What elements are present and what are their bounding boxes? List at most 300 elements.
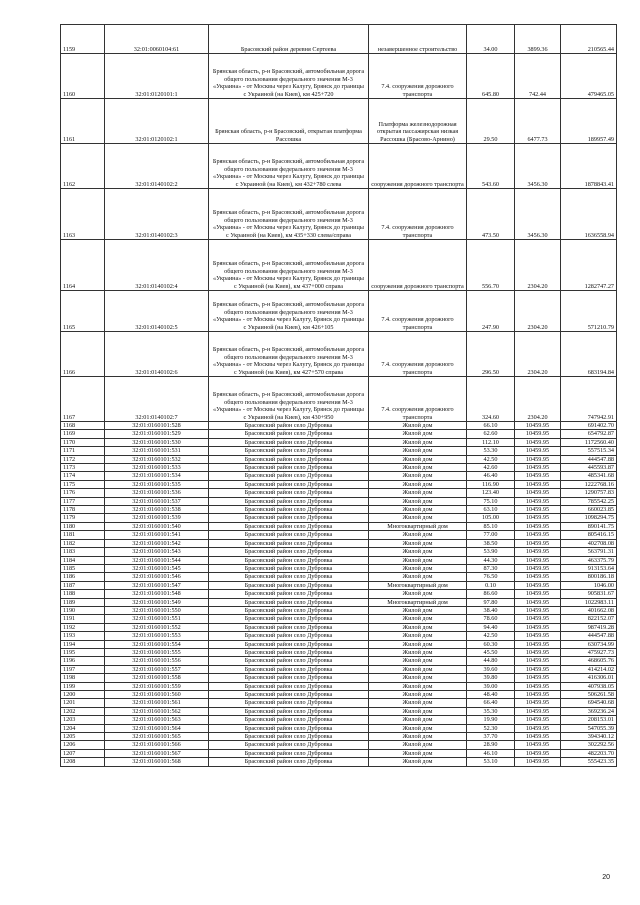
row-number-cell: 1162 (61, 144, 105, 189)
row-number-cell: 1198 (61, 674, 105, 682)
cadastral-number-cell: 32:01:0160101:534 (105, 472, 209, 480)
row-number-cell: 1161 (61, 99, 105, 144)
area-cell: 42.50 (467, 632, 515, 640)
row-number-cell: 1205 (61, 733, 105, 741)
address-cell: Брасовский район село Дубровка (209, 472, 369, 480)
cadastral-number-cell: 32:01:0120101:1 (105, 54, 209, 99)
cadastral-number-cell: 32:01:0160101:542 (105, 539, 209, 547)
address-cell: Брасовский район село Дубровка (209, 497, 369, 505)
cadastral-value-cell: 414214.02 (561, 665, 617, 673)
object-type-cell: Жилой дом (369, 615, 467, 623)
rate-cell: 10459.95 (515, 707, 561, 715)
address-cell: Брасовский район село Дубровка (209, 522, 369, 530)
address-cell: Брасовский район село Дубровка (209, 632, 369, 640)
rate-cell: 10459.95 (515, 573, 561, 581)
row-number-cell: 1188 (61, 590, 105, 598)
cadastral-value-cell: 683194.84 (561, 332, 617, 377)
rate-cell: 10459.95 (515, 758, 561, 766)
object-type-cell: Жилой дом (369, 682, 467, 690)
object-type-cell: 7.4. сооружения дорожного транспорта (369, 189, 467, 240)
area-cell: 77.00 (467, 531, 515, 539)
table-row (61, 332, 617, 377)
rate-cell: 10459.95 (515, 556, 561, 564)
row-number-cell: 1208 (61, 758, 105, 766)
table-row (61, 590, 617, 598)
row-number-cell: 1184 (61, 556, 105, 564)
table-row (61, 438, 617, 446)
cadastral-number-cell: 32:01:0160101:568 (105, 758, 209, 766)
object-type-cell: Жилой дом (369, 497, 467, 505)
table-row (61, 657, 617, 665)
area-cell: 44.30 (467, 556, 515, 564)
cadastral-value-cell: 475927.73 (561, 648, 617, 656)
table-row (61, 581, 617, 589)
area-cell: 63.10 (467, 506, 515, 514)
row-number-cell: 1196 (61, 657, 105, 665)
cadastral-value-cell: 1290757.83 (561, 489, 617, 497)
row-number-cell: 1175 (61, 480, 105, 488)
object-type-cell: Жилой дом (369, 564, 467, 572)
cadastral-number-cell: 32:01:0160101:567 (105, 749, 209, 757)
row-number-cell: 1190 (61, 606, 105, 614)
address-cell: Брянская область, р-н Брасовский, автомобильная дорога общего пользования федерального значения М-3 «Украина» - от Москвы через Калугу, Брянск до границы с Украиной (на Киев), км 426+105 (209, 291, 369, 332)
row-number-cell: 1192 (61, 623, 105, 631)
cadastral-number-cell: 32:01:0160101:536 (105, 489, 209, 497)
rate-cell: 3456.30 (515, 189, 561, 240)
cadastral-number-cell: 32:01:0160101:546 (105, 573, 209, 581)
table-row (61, 682, 617, 690)
area-cell: 97.80 (467, 598, 515, 606)
cadastral-number-cell: 32:01:0160101:529 (105, 430, 209, 438)
row-number-cell: 1176 (61, 489, 105, 497)
area-cell: 19.90 (467, 716, 515, 724)
area-cell: 296.50 (467, 332, 515, 377)
table-row (61, 539, 617, 547)
table-row (61, 665, 617, 673)
object-type-cell: Многоквартирный дом (369, 598, 467, 606)
cadastral-number-cell: 32:01:0160101:556 (105, 657, 209, 665)
area-cell: 38.40 (467, 606, 515, 614)
rate-cell: 10459.95 (515, 522, 561, 530)
object-type-cell: Жилой дом (369, 455, 467, 463)
cadastral-value-cell: 822152.07 (561, 615, 617, 623)
cadastral-number-cell: 32:01:0140102:7 (105, 377, 209, 422)
rate-cell: 10459.95 (515, 598, 561, 606)
object-type-cell: Жилой дом (369, 514, 467, 522)
area-cell: 45.50 (467, 648, 515, 656)
rate-cell: 3456.30 (515, 144, 561, 189)
object-type-cell: Жилой дом (369, 716, 467, 724)
object-type-cell: Жилой дом (369, 590, 467, 598)
address-cell: Брянская область, р-н Брасовский, автомобильная дорога общего пользования федерального значения М-3 «Украина» - от Москвы через Калугу, Брянск до границы с Украиной (на Киев), км 430+950 (209, 377, 369, 422)
table-row (61, 632, 617, 640)
address-cell: Брасовский район село Дубровка (209, 455, 369, 463)
table-row (61, 506, 617, 514)
area-cell: 105.00 (467, 514, 515, 522)
cadastral-number-cell: 32:01:0160101:557 (105, 665, 209, 673)
table-row (61, 733, 617, 741)
table-row (61, 489, 617, 497)
cadastral-number-cell: 32:01:0140102:4 (105, 240, 209, 291)
address-cell: Брасовский район село Дубровка (209, 758, 369, 766)
cadastral-value-cell: 444547.88 (561, 455, 617, 463)
row-number-cell: 1160 (61, 54, 105, 99)
area-cell: 75.10 (467, 497, 515, 505)
object-type-cell: 7.4. сооружения дорожного транспорта (369, 54, 467, 99)
object-type-cell: Жилой дом (369, 464, 467, 472)
cadastral-value-cell: 555423.35 (561, 758, 617, 766)
row-number-cell: 1194 (61, 640, 105, 648)
row-number-cell: 1171 (61, 447, 105, 455)
table-row (61, 480, 617, 488)
address-cell: Брасовский район село Дубровка (209, 573, 369, 581)
cadastral-number-cell: 32:01:0160101:535 (105, 480, 209, 488)
object-type-cell: Жилой дом (369, 556, 467, 564)
area-cell: 556.70 (467, 240, 515, 291)
row-number-cell: 1174 (61, 472, 105, 480)
rate-cell: 2304.20 (515, 240, 561, 291)
address-cell: Брасовский район село Дубровка (209, 489, 369, 497)
cadastral-number-cell: 32:01:0140102:6 (105, 332, 209, 377)
cadastral-number-cell: 32:01:0160101:560 (105, 691, 209, 699)
cadastral-number-cell: 32:01:0160101:555 (105, 648, 209, 656)
row-number-cell: 1207 (61, 749, 105, 757)
area-cell: 39.60 (467, 665, 515, 673)
rate-cell: 10459.95 (515, 699, 561, 707)
cadastral-value-cell: 482203.70 (561, 749, 617, 757)
address-cell: Брасовский район село Дубровка (209, 506, 369, 514)
area-cell: 66.10 (467, 422, 515, 430)
object-type-cell: Жилой дом (369, 623, 467, 631)
row-number-cell: 1179 (61, 514, 105, 522)
cadastral-value-cell: 485341.68 (561, 472, 617, 480)
table-row (61, 741, 617, 749)
object-type-cell: Платформа железнодорожная открытая пассажирская низкая Рассошка (Брасово-Арнино) (369, 99, 467, 144)
rate-cell: 10459.95 (515, 497, 561, 505)
address-cell: Брянская область, р-н Брасовский, автомобильная дорога общего пользования федерального значения М-3 «Украина» - от Москвы через Калугу, Брянск до границы с Украиной (на Киев), км 435+330 слева/справа (209, 189, 369, 240)
object-type-cell: Жилой дом (369, 531, 467, 539)
cadastral-value-cell: 563791.31 (561, 548, 617, 556)
rate-cell: 10459.95 (515, 531, 561, 539)
address-cell: Брасовский район село Дубровка (209, 606, 369, 614)
table-row (61, 548, 617, 556)
rate-cell: 10459.95 (515, 506, 561, 514)
address-cell: Брасовский район село Дубровка (209, 581, 369, 589)
cadastral-value-cell: 890141.75 (561, 522, 617, 530)
cadastral-number-cell: 32:01:0160101:531 (105, 447, 209, 455)
area-cell: 324.60 (467, 377, 515, 422)
area-cell: 29.50 (467, 99, 515, 144)
row-number-cell: 1186 (61, 573, 105, 581)
rate-cell: 10459.95 (515, 674, 561, 682)
cadastral-number-cell: 32:01:0120102:1 (105, 99, 209, 144)
row-number-cell: 1199 (61, 682, 105, 690)
table-row (61, 615, 617, 623)
address-cell: Брасовский район село Дубровка (209, 539, 369, 547)
address-cell: Брянская область, р-н Брасовский, автомобильная дорога общего пользования федерального значения М-3 «Украина» - от Москвы через Калугу, Брянск до границы с Украиной (на Киев), км 427+570 справа (209, 332, 369, 377)
property-table (60, 24, 617, 767)
object-type-cell: Жилой дом (369, 489, 467, 497)
table-row (61, 674, 617, 682)
rate-cell: 742.44 (515, 54, 561, 99)
cadastral-value-cell: 1878843.41 (561, 144, 617, 189)
cadastral-value-cell: 506261.58 (561, 691, 617, 699)
rate-cell: 10459.95 (515, 749, 561, 757)
rate-cell: 10459.95 (515, 640, 561, 648)
row-number-cell: 1180 (61, 522, 105, 530)
area-cell: 46.40 (467, 472, 515, 480)
document-sheet (60, 24, 616, 767)
cadastral-value-cell: 1172560.40 (561, 438, 617, 446)
area-cell: 78.60 (467, 615, 515, 623)
cadastral-number-cell: 32:01:0160101:551 (105, 615, 209, 623)
object-type-cell: Жилой дом (369, 573, 467, 581)
area-cell: 247.90 (467, 291, 515, 332)
object-type-cell: незавершенное строительство (369, 25, 467, 54)
table-row (61, 455, 617, 463)
area-cell: 28.90 (467, 741, 515, 749)
cadastral-value-cell: 444547.88 (561, 632, 617, 640)
address-cell: Брянская область, р-н Брасовский, автомобильная дорога общего пользования федерального значения М-3 «Украина» - от Москвы через Калугу, Брянск до границы с Украиной (на Киев), км 432+780 слева (209, 144, 369, 189)
cadastral-number-cell: 32:01:0160101:532 (105, 455, 209, 463)
cadastral-number-cell: 32:01:0140102:5 (105, 291, 209, 332)
table-row (61, 447, 617, 455)
cadastral-number-cell: 32:01:0160101:541 (105, 531, 209, 539)
row-number-cell: 1185 (61, 564, 105, 572)
row-number-cell: 1167 (61, 377, 105, 422)
table-row (61, 640, 617, 648)
address-cell: Брасовский район село Дубровка (209, 548, 369, 556)
row-number-cell: 1200 (61, 691, 105, 699)
object-type-cell: Жилой дом (369, 665, 467, 673)
address-cell: Брасовский район село Дубровка (209, 590, 369, 598)
row-number-cell: 1201 (61, 699, 105, 707)
cadastral-value-cell: 691402.70 (561, 422, 617, 430)
address-cell: Брасовский район село Дубровка (209, 564, 369, 572)
address-cell: Брасовский район село Дубровка (209, 438, 369, 446)
object-type-cell: 7.4. сооружения дорожного транспорта (369, 291, 467, 332)
row-number-cell: 1191 (61, 615, 105, 623)
area-cell: 42.50 (467, 455, 515, 463)
table-row (61, 25, 617, 54)
object-type-cell: Жилой дом (369, 758, 467, 766)
address-cell: Брасовский район село Дубровка (209, 464, 369, 472)
rate-cell: 2304.20 (515, 377, 561, 422)
rate-cell: 10459.95 (515, 581, 561, 589)
rate-cell: 10459.95 (515, 632, 561, 640)
cadastral-value-cell: 369236.24 (561, 707, 617, 715)
object-type-cell: Жилой дом (369, 674, 467, 682)
object-type-cell: Жилой дом (369, 657, 467, 665)
table-row (61, 556, 617, 564)
cadastral-number-cell: 32:01:0160101:538 (105, 506, 209, 514)
cadastral-value-cell: 468605.76 (561, 657, 617, 665)
address-cell: Брасовский район село Дубровка (209, 665, 369, 673)
table-row (61, 606, 617, 614)
object-type-cell: Многоквартирный дом (369, 581, 467, 589)
cadastral-number-cell: 32:01:0160101:559 (105, 682, 209, 690)
rate-cell: 3899.36 (515, 25, 561, 54)
area-cell: 116.90 (467, 480, 515, 488)
row-number-cell: 1166 (61, 332, 105, 377)
area-cell: 543.60 (467, 144, 515, 189)
cadastral-value-cell: 445593.87 (561, 464, 617, 472)
table-row (61, 472, 617, 480)
object-type-cell: Жилой дом (369, 699, 467, 707)
table-row (61, 54, 617, 99)
table-row (61, 648, 617, 656)
cadastral-number-cell: 32:01:0160101:565 (105, 733, 209, 741)
address-cell: Брасовский район село Дубровка (209, 707, 369, 715)
table-row (61, 497, 617, 505)
area-cell: 53.30 (467, 447, 515, 455)
rate-cell: 2304.20 (515, 332, 561, 377)
cadastral-number-cell: 32:01:0160101:550 (105, 606, 209, 614)
address-cell: Брасовский район село Дубровка (209, 741, 369, 749)
cadastral-value-cell: 905831.67 (561, 590, 617, 598)
table-row (61, 749, 617, 757)
row-number-cell: 1172 (61, 455, 105, 463)
table-row (61, 598, 617, 606)
rate-cell: 10459.95 (515, 564, 561, 572)
area-cell: 60.30 (467, 640, 515, 648)
rate-cell: 10459.95 (515, 489, 561, 497)
table-row (61, 699, 617, 707)
area-cell: 42.60 (467, 464, 515, 472)
cadastral-value-cell: 547055.39 (561, 724, 617, 732)
object-type-cell: Многоквартирный дом (369, 522, 467, 530)
cadastral-value-cell: 557515.34 (561, 447, 617, 455)
cadastral-value-cell: 694540.68 (561, 699, 617, 707)
table-row (61, 707, 617, 715)
table-row (61, 531, 617, 539)
address-cell: Брасовский район село Дубровка (209, 716, 369, 724)
rate-cell: 10459.95 (515, 438, 561, 446)
address-cell: Брасовский район село Дубровка (209, 657, 369, 665)
rate-cell: 10459.95 (515, 447, 561, 455)
row-number-cell: 1202 (61, 707, 105, 715)
address-cell: Брасовский район деревня Сертеева (209, 25, 369, 54)
table-row (61, 240, 617, 291)
object-type-cell: Жилой дом (369, 506, 467, 514)
object-type-cell: Жилой дом (369, 430, 467, 438)
cadastral-number-cell: 32:01:0160101:554 (105, 640, 209, 648)
cadastral-value-cell: 463375.79 (561, 556, 617, 564)
table-row (61, 377, 617, 422)
table-row (61, 291, 617, 332)
object-type-cell: Жилой дом (369, 741, 467, 749)
cadastral-value-cell: 394340.12 (561, 733, 617, 741)
cadastral-number-cell: 32:01:0160101:558 (105, 674, 209, 682)
row-number-cell: 1197 (61, 665, 105, 673)
object-type-cell: Жилой дом (369, 632, 467, 640)
row-number-cell: 1163 (61, 189, 105, 240)
address-cell: Брасовский район село Дубровка (209, 430, 369, 438)
rate-cell: 10459.95 (515, 422, 561, 430)
object-type-cell: сооружения дорожного транспорта (369, 144, 467, 189)
area-cell: 123.40 (467, 489, 515, 497)
rate-cell: 10459.95 (515, 657, 561, 665)
row-number-cell: 1195 (61, 648, 105, 656)
area-cell: 52.30 (467, 724, 515, 732)
cadastral-value-cell: 660023.85 (561, 506, 617, 514)
address-cell: Брасовский район село Дубровка (209, 598, 369, 606)
rate-cell: 10459.95 (515, 472, 561, 480)
cadastral-number-cell: 32:01:0140102:3 (105, 189, 209, 240)
rate-cell: 10459.95 (515, 724, 561, 732)
rate-cell: 10459.95 (515, 539, 561, 547)
address-cell: Брасовский район село Дубровка (209, 531, 369, 539)
object-type-cell: Жилой дом (369, 707, 467, 715)
cadastral-number-cell: 32:01:0140102:2 (105, 144, 209, 189)
area-cell: 35.30 (467, 707, 515, 715)
area-cell: 62.60 (467, 430, 515, 438)
cadastral-value-cell: 800186.18 (561, 573, 617, 581)
row-number-cell: 1203 (61, 716, 105, 724)
address-cell: Брянская область, р-н Брасовский, открытая платформа Рассошка (209, 99, 369, 144)
area-cell: 86.60 (467, 590, 515, 598)
table-body (61, 25, 617, 767)
cadastral-value-cell: 302292.56 (561, 741, 617, 749)
address-cell: Брасовский район село Дубровка (209, 699, 369, 707)
area-cell: 39.80 (467, 674, 515, 682)
table-row (61, 564, 617, 572)
area-cell: 76.50 (467, 573, 515, 581)
table-row (61, 758, 617, 766)
cadastral-value-cell: 210565.44 (561, 25, 617, 54)
area-cell: 87.30 (467, 564, 515, 572)
cadastral-value-cell: 401662.08 (561, 606, 617, 614)
cadastral-value-cell: 402708.08 (561, 539, 617, 547)
cadastral-number-cell: 32:01:0160101:545 (105, 564, 209, 572)
cadastral-number-cell: 32:01:0160101:564 (105, 724, 209, 732)
rate-cell: 10459.95 (515, 430, 561, 438)
object-type-cell: Жилой дом (369, 648, 467, 656)
area-cell: 53.90 (467, 548, 515, 556)
row-number-cell: 1173 (61, 464, 105, 472)
address-cell: Брасовский район село Дубровка (209, 749, 369, 757)
cadastral-number-cell: 32:01:0160101:539 (105, 514, 209, 522)
object-type-cell: Жилой дом (369, 724, 467, 732)
table-row (61, 430, 617, 438)
address-cell: Брянская область, р-н Брасовский, автомобильная дорога общего пользования федерального значения М-3 «Украина» - от Москвы через Калугу, Брянск до границы с Украиной (на Киев), км 425+720 (209, 54, 369, 99)
rate-cell: 10459.95 (515, 590, 561, 598)
object-type-cell: Жилой дом (369, 438, 467, 446)
rate-cell: 10459.95 (515, 691, 561, 699)
row-number-cell: 1178 (61, 506, 105, 514)
object-type-cell: Жилой дом (369, 472, 467, 480)
area-cell: 112.10 (467, 438, 515, 446)
area-cell: 0.10 (467, 581, 515, 589)
cadastral-number-cell: 32:01:0160101:566 (105, 741, 209, 749)
cadastral-number-cell: 32:01:0160101:561 (105, 699, 209, 707)
row-number-cell: 1165 (61, 291, 105, 332)
table-row (61, 716, 617, 724)
cadastral-value-cell: 479465.05 (561, 54, 617, 99)
address-cell: Брасовский район село Дубровка (209, 640, 369, 648)
address-cell: Брасовский район село Дубровка (209, 691, 369, 699)
object-type-cell: сооружения дорожного транспорта (369, 240, 467, 291)
address-cell: Брасовский район село Дубровка (209, 447, 369, 455)
address-cell: Брасовский район село Дубровка (209, 648, 369, 656)
table-row (61, 623, 617, 631)
cadastral-value-cell: 1636558.94 (561, 189, 617, 240)
address-cell: Брасовский район село Дубровка (209, 514, 369, 522)
row-number-cell: 1193 (61, 632, 105, 640)
table-row (61, 724, 617, 732)
address-cell: Брасовский район село Дубровка (209, 480, 369, 488)
cadastral-value-cell: 1222768.16 (561, 480, 617, 488)
